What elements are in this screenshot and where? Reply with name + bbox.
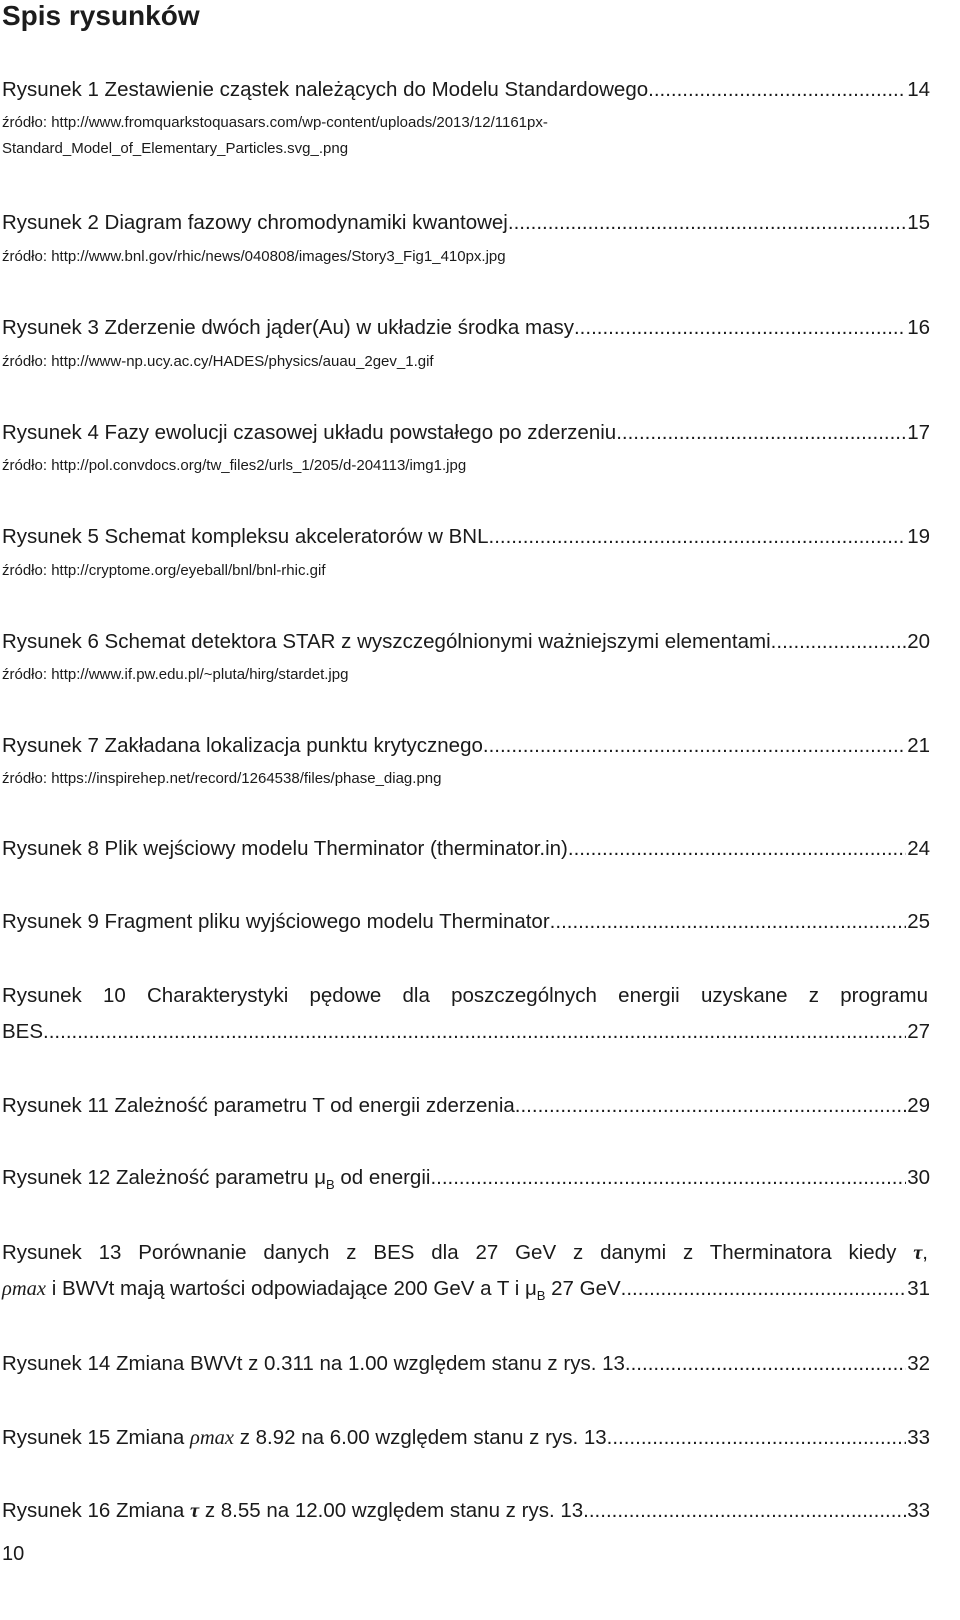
toc-entry-page: 31	[907, 1277, 930, 1300]
toc-entry[interactable]	[2, 1094, 930, 1118]
dot-leader	[583, 1499, 906, 1523]
toc-entry[interactable]	[2, 421, 930, 445]
toc-entry-page: 15	[907, 211, 930, 234]
dot-leader	[43, 1020, 906, 1044]
toc-entry-label: Rysunek 14 Zmiana BWVt z 0.311 na 1.00 względem stanu z rys. 13	[2, 1352, 625, 1375]
toc-entry[interactable]	[2, 1499, 930, 1523]
toc-entry[interactable]	[2, 837, 930, 861]
toc-entry-page: 19	[907, 525, 930, 548]
toc-entry-label-line1[interactable]	[2, 1241, 928, 1265]
toc-entry-page: 16	[907, 316, 930, 339]
toc-entry-label: Rysunek 9 Fragment pliku wyjściowego modelu Therminator	[2, 910, 550, 933]
dot-leader	[489, 525, 907, 549]
toc-entry-label	[2, 1277, 621, 1303]
toc-entry-label	[2, 1166, 430, 1192]
mu-subscript: B	[326, 1177, 335, 1193]
toc-entry[interactable]	[2, 1166, 930, 1192]
toc-entry-page: 29	[907, 1094, 930, 1117]
toc-entry-page: 27	[907, 1020, 930, 1043]
source-line: źródło: http://www.bnl.gov/rhic/news/040808/images/Story3_Fig1_410px.jpg	[2, 248, 506, 265]
label-post: 27 GeV	[545, 1277, 621, 1300]
dot-leader	[483, 734, 906, 758]
toc-entry[interactable]	[2, 316, 930, 340]
toc-entry-label: Rysunek 11 Zależność parametru T od energii zderzenia	[2, 1094, 515, 1117]
toc-entry-page: 21	[907, 734, 930, 757]
toc-entry[interactable]	[2, 1426, 930, 1450]
source-line: źródło: https://inspirehep.net/record/1264538/files/phase_diag.png	[2, 770, 442, 787]
toc-entry[interactable]	[2, 1277, 930, 1303]
dot-leader	[508, 211, 906, 235]
label-text: Rysunek 13 Porównanie danych z BES dla 27 GeV z danymi z Therminatora kiedy	[2, 1241, 914, 1264]
dot-leader	[607, 1426, 907, 1450]
toc-entry[interactable]	[2, 211, 930, 235]
label-pre: i BWVt mają wartości odpowiadające 200 GeV a T i μ	[46, 1277, 537, 1300]
dot-leader	[550, 910, 907, 934]
toc-entry-page: 20	[907, 630, 930, 653]
toc-entry-label: BES	[2, 1020, 44, 1043]
dot-leader	[621, 1277, 907, 1301]
toc-entry-page: 25	[907, 910, 930, 933]
toc-entry-label: Rysunek 2 Diagram fazowy chromodynamiki kwantowej	[2, 211, 508, 234]
tau-symbol: τ	[190, 1500, 200, 1522]
toc-entry-page: 17	[907, 421, 930, 444]
label-post: od energii	[334, 1166, 431, 1189]
label-pre: Rysunek 15 Zmiana	[2, 1426, 191, 1449]
toc-entry[interactable]	[2, 630, 930, 654]
source-line: źródło: http://pol.convdocs.org/tw_files2/urls_1/205/d-204113/img1.jpg	[2, 457, 467, 474]
dot-leader	[616, 421, 906, 445]
toc-entry[interactable]	[2, 78, 930, 102]
dot-leader	[771, 630, 907, 654]
toc-entry[interactable]	[2, 910, 930, 934]
page-number: 10	[2, 1543, 25, 1565]
toc-entry[interactable]	[2, 1352, 930, 1376]
dot-leader	[568, 837, 906, 861]
toc-entry-page: 14	[907, 78, 930, 101]
toc-entry-page: 33	[907, 1426, 930, 1449]
toc-entry-page: 24	[907, 837, 930, 860]
label-punct: ,	[922, 1241, 928, 1264]
mu-subscript: B	[536, 1288, 546, 1304]
toc-entry-label	[2, 1426, 607, 1450]
rho-max-symbol: ρmax	[190, 1427, 235, 1449]
source-line: źródło: http://www.if.pw.edu.pl/~pluta/hirg/stardet.jpg	[2, 666, 349, 683]
toc-entry-label: Rysunek 5 Schemat kompleksu akceleratorów w BNL	[2, 525, 489, 548]
dot-leader	[648, 78, 906, 102]
label-pre: Rysunek 16 Zmiana	[2, 1499, 191, 1522]
dot-leader	[625, 1352, 906, 1376]
source-line: źródło: http://www-np.ucy.ac.cy/HADES/physics/auau_2gev_1.gif	[2, 353, 434, 370]
toc-entry-label	[2, 1499, 583, 1523]
source-line: źródło: http://www.fromquarkstoquasars.com/wp-content/uploads/2013/12/1161px-	[2, 114, 548, 131]
toc-entry-page: 33	[907, 1499, 930, 1522]
source-line: Standard_Model_of_Elementary_Particles.svg_.png	[2, 140, 349, 157]
dot-leader	[430, 1166, 906, 1190]
tau-symbol: τ	[913, 1242, 923, 1264]
label-pre: Rysunek 12 Zależność parametru μ	[2, 1166, 327, 1189]
toc-entry[interactable]	[2, 525, 930, 549]
dot-leader	[574, 316, 906, 340]
toc-entry[interactable]	[2, 1020, 930, 1044]
toc-entry-label-line1[interactable]: Rysunek 10 Charakterystyki pędowe dla poszczególnych energii uzyskane z programu	[2, 984, 928, 1007]
toc-entry-label: Rysunek 1 Zestawienie cząstek należących do Modelu Standardowego	[2, 78, 649, 101]
toc-entry-label: Rysunek 6 Schemat detektora STAR z wyszczególnionymi ważniejszymi elementami	[2, 630, 771, 653]
toc-entry-page: 30	[907, 1166, 930, 1189]
source-line: źródło: http://cryptome.org/eyeball/bnl/bnl-rhic.gif	[2, 562, 326, 579]
dot-leader	[515, 1094, 906, 1118]
toc-entry-label: Rysunek 7 Zakładana lokalizacja punktu krytycznego	[2, 734, 483, 757]
label-post: z 8.55 na 12.00 względem stanu z rys. 13	[199, 1499, 584, 1522]
toc-entry-label: Rysunek 8 Plik wejściowy modelu Therminator (therminator.in)	[2, 837, 568, 860]
label-post: z 8.92 na 6.00 względem stanu z rys. 13	[234, 1426, 607, 1449]
page-heading: Spis rysunków	[2, 0, 200, 31]
toc-entry-label: Rysunek 4 Fazy ewolucji czasowej układu powstałego po zderzeniu	[2, 421, 617, 444]
toc-entry-label: Rysunek 3 Zderzenie dwóch jąder(Au) w układzie środka masy	[2, 316, 574, 339]
rho-max-symbol: ρmax	[2, 1278, 46, 1300]
toc-entry-page: 32	[907, 1352, 930, 1375]
toc-entry[interactable]	[2, 734, 930, 758]
